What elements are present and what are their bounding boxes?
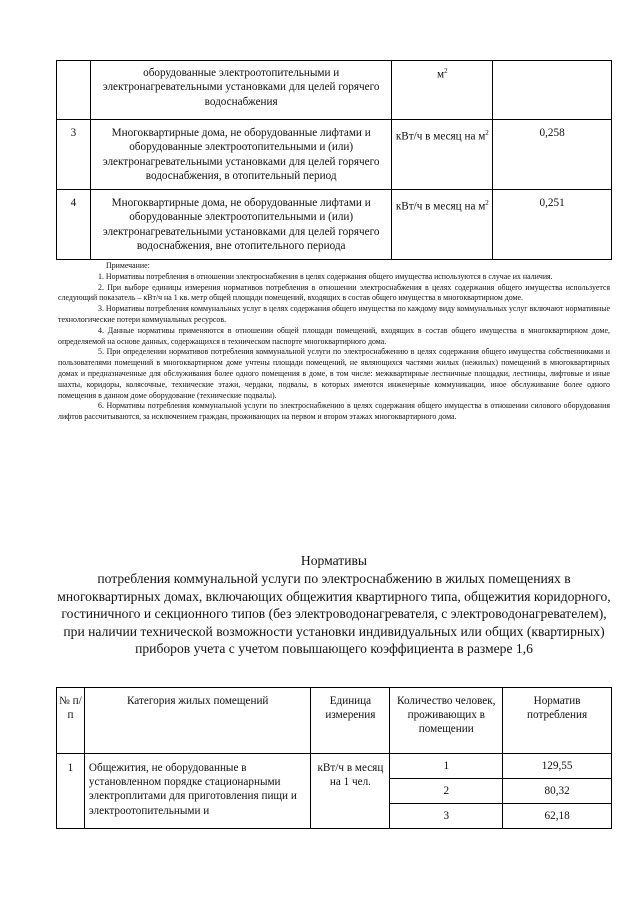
header-unit: Единица измерения (311, 688, 390, 754)
people-cell: 1 (390, 754, 503, 779)
header-people: Количество человек, проживающих в помещении (390, 688, 503, 754)
table-row (57, 190, 612, 260)
notes-heading: Примечание: (106, 261, 150, 270)
row-number (57, 61, 91, 120)
table-row (57, 120, 612, 190)
value-cell: 0,258 (493, 120, 612, 190)
value-cell (493, 61, 612, 120)
people-cell: 3 (390, 804, 503, 829)
norm-cell: 62,18 (503, 804, 612, 829)
norms-table-top (56, 60, 612, 260)
category-cell: Многоквартирные дома, не оборудованные лифтами и оборудованные электроотопительными и (или) электронагревательными установками для целей горячего водоснабжения, в отопительный период (90, 120, 392, 190)
norm-cell: 80,32 (503, 779, 612, 804)
category-cell: Многоквартирные дома, не оборудованные лифтами и оборудованные электроотопительными и (или) электронагревательными установками для целей горячего водоснабжения, вне отопительного периода (90, 190, 392, 260)
header-category: Категория жилых помещений (84, 688, 311, 754)
unit-cell: кВт/ч в месяц на $м^2$ (392, 120, 493, 190)
note-item: 3. Нормативы потребления коммунальных услуг в целях содержания общего имущества по каждому виду коммунальных услуг включают нормативные технологические потери коммунальных ресурсов. (58, 304, 610, 324)
norms-table-bottom (56, 687, 612, 829)
header-norm: Норматив потребления (503, 688, 612, 754)
unit-cell: $м^2$ (392, 61, 493, 120)
row-number: 4 (57, 190, 91, 260)
row-number: 3 (57, 120, 91, 190)
table-row (57, 61, 612, 120)
value-cell: 0,251 (493, 190, 612, 260)
section-subtitle: потребления коммунальной услуги по электроснабжению в жилых помещениях в многоквартирных домах, включающих общежития квартирного типа, общежития коридорного, гостиничного и секционного типов (без электроводонагревателя, с электроводонагревателем), при наличии технической возможности установки индивидуальных или общих (квартирных) приборов учета с учетом повышающего коэффициента в размере 1,6 (57, 571, 611, 657)
table-row (57, 754, 612, 779)
notes-block (58, 261, 610, 423)
norm-cell: 129,55 (503, 754, 612, 779)
category-cell: Общежития, не оборудованные в установленном порядке стационарными электроплитами для приготовления пищи и электроотопительными и (84, 754, 311, 829)
unit-cell: кВт/ч в месяц на 1 чел. (311, 754, 390, 829)
row-number: 1 (57, 754, 85, 829)
people-cell: 2 (390, 779, 503, 804)
note-item: 5. При определении нормативов потребления коммунальной услуги по электроснабжению в целях содержания общего имущества собственниками и пользователями помещений в многоквартирном доме учтены площади помещений, не являющихся частями жилых (нежилых) помещений в многоквартирных домах и предназначенные для обслуживания более одного помещения в доме, в том числе: межквартирные лестничные площадки, лестницы, лифтовые и иные шахты, коридоры, колясочные, технические этажи, чердаки, подвалы, в которых имеются инженерные коммуникации, иное обслуживание более одного помещения в данном доме оборудование (технические подвалы). (58, 347, 610, 400)
note-item: 6. Нормативы потребления коммунальной услуги по электроснабжению в целях содержания общего имущества в отношении силового оборудования лифтов рассчитываются, за исключением граждан, проживающих на первом и втором этажах многоквартирного дома. (58, 401, 610, 422)
note-item: 4. Данные нормативы применяются в отношении общей площади помещений, входящих в состав общего имущества в многоквартирном доме, определяемой на основе данных, содержащихся в техническом паспорте многоквартирного дома. (58, 325, 610, 346)
header-num: № п/п (57, 688, 85, 754)
note-item: 1. Нормативы потребления в отношении электроснабжения в целях содержания общего имущества используются в случае их наличия. (98, 271, 553, 281)
category-cell: оборудованные электроотопительными и электронагревательными установками для целей горячего водоснабжения (90, 61, 392, 120)
table-header-row (57, 688, 612, 754)
unit-cell: кВт/ч в месяц на $м^2$ (392, 190, 493, 260)
note-item: 2. При выборе единицы измерения нормативов потребления в отношении электроснабжения в целях содержания общего имущества используется следующий показатель – кВт/ч на 1 кв. метр общей площади помещений, входящих в состав общего имущества в многоквартирном доме. (58, 282, 610, 303)
section-title: Нормативы (300, 553, 368, 568)
